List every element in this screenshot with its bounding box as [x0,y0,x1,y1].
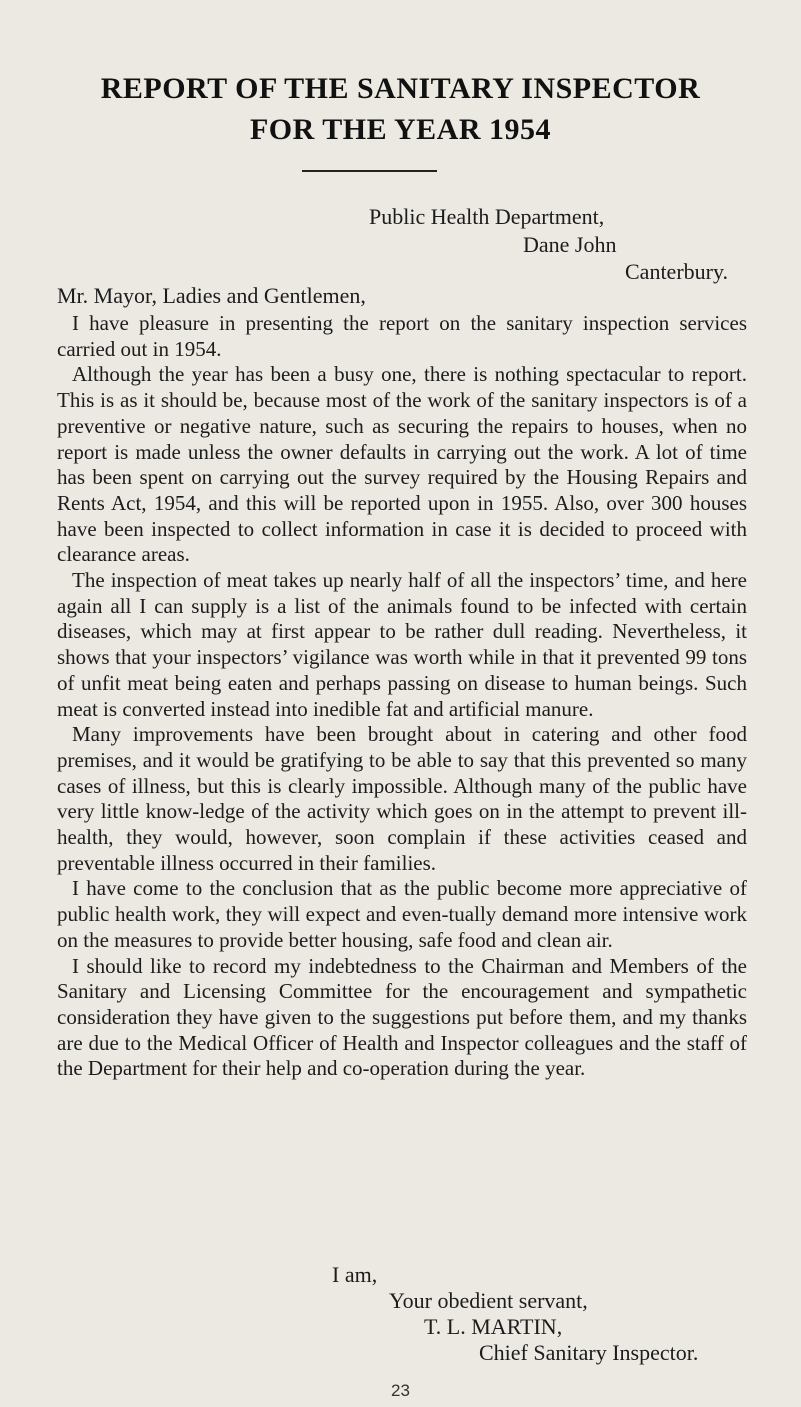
page-number: 23 [391,1381,410,1400]
paragraph-introduction: I have pleasure in presenting the report on the sanitary inspection services carried out in 1954. [57,311,747,361]
paragraph-meat-inspection: The inspection of meat takes up nearly half of all the inspectors’ time, and here again all I can supply is a list of the animals found to be infected with certain diseases, which may at first appear to be rather dull reading. Nevertheless, it shows that your inspectors’ vigilance was worth while in that it prevented 99 tons of unfit meat being eaten and perhaps passing on disease to human beings. Such meat is converted instead into inedible fat and artificial manure. [57,568,747,721]
closing-i-am: I am, [332,1262,378,1287]
address-line-street: Dane John [523,232,617,257]
paragraph-conclusion: I have come to the conclusion that as the public become more appreciative of public health work, they will expect and even-tually demand more intensive work on the measures to provide better housing, safe food and clean air. [57,876,747,952]
signatory-title: Chief Sanitary Inspector. [479,1340,699,1365]
paragraph-housing: Although the year has been a busy one, there is nothing spectacular to report. This is as it should be, because most of the work of the sanitary inspectors is of a preventive or negative nature, such as securing the repairs to houses, when no report is made unless the owner defaults in carrying out the work. A lot of time has been spent on carrying out the survey required by the Housing Repairs and Rents Act, 1954, and this will be reported upon in 1955. Also, over 300 houses have been inspected to collect information in case it is decided to proceed with clearance areas. [57,362,747,567]
salutation: Mr. Mayor, Ladies and Gentlemen, [57,283,366,308]
signatory-name: T. L. MARTIN, [424,1314,563,1339]
title-divider [302,170,437,172]
address-line-city: Canterbury. [625,259,729,284]
report-title-line-2: FOR THE YEAR 1954 [249,113,552,146]
paragraph-acknowledgements: I should like to record my indebtedness to the Chairman and Members of the Sanitary and Licensing Committee for the encouragement and sympathetic consideration they have given to the suggestions put before them, and my thanks are due to the Medical Officer of Health and Inspector colleagues and the staff of the Department for their help and co-operation during the year. [57,953,747,1081]
closing-obedient-servant: Your obedient servant, [389,1288,588,1313]
address-line-department: Public Health Department, [369,204,605,229]
report-title-line-1: REPORT OF THE SANITARY INSPECTOR [100,72,701,105]
paragraph-food-premises: Many improvements have been brought about in catering and other food premises, and it would be gratifying to be able to say that this prevented so many cases of illness, but this is clearly impossible. Although many of the public have very little know-ledge of the activity which goes on in the attempt to prevent ill-health, they would, however, soon complain if these activities ceased and preventable illness occurred in their families. [57,722,747,875]
report-body [57,311,747,1082]
